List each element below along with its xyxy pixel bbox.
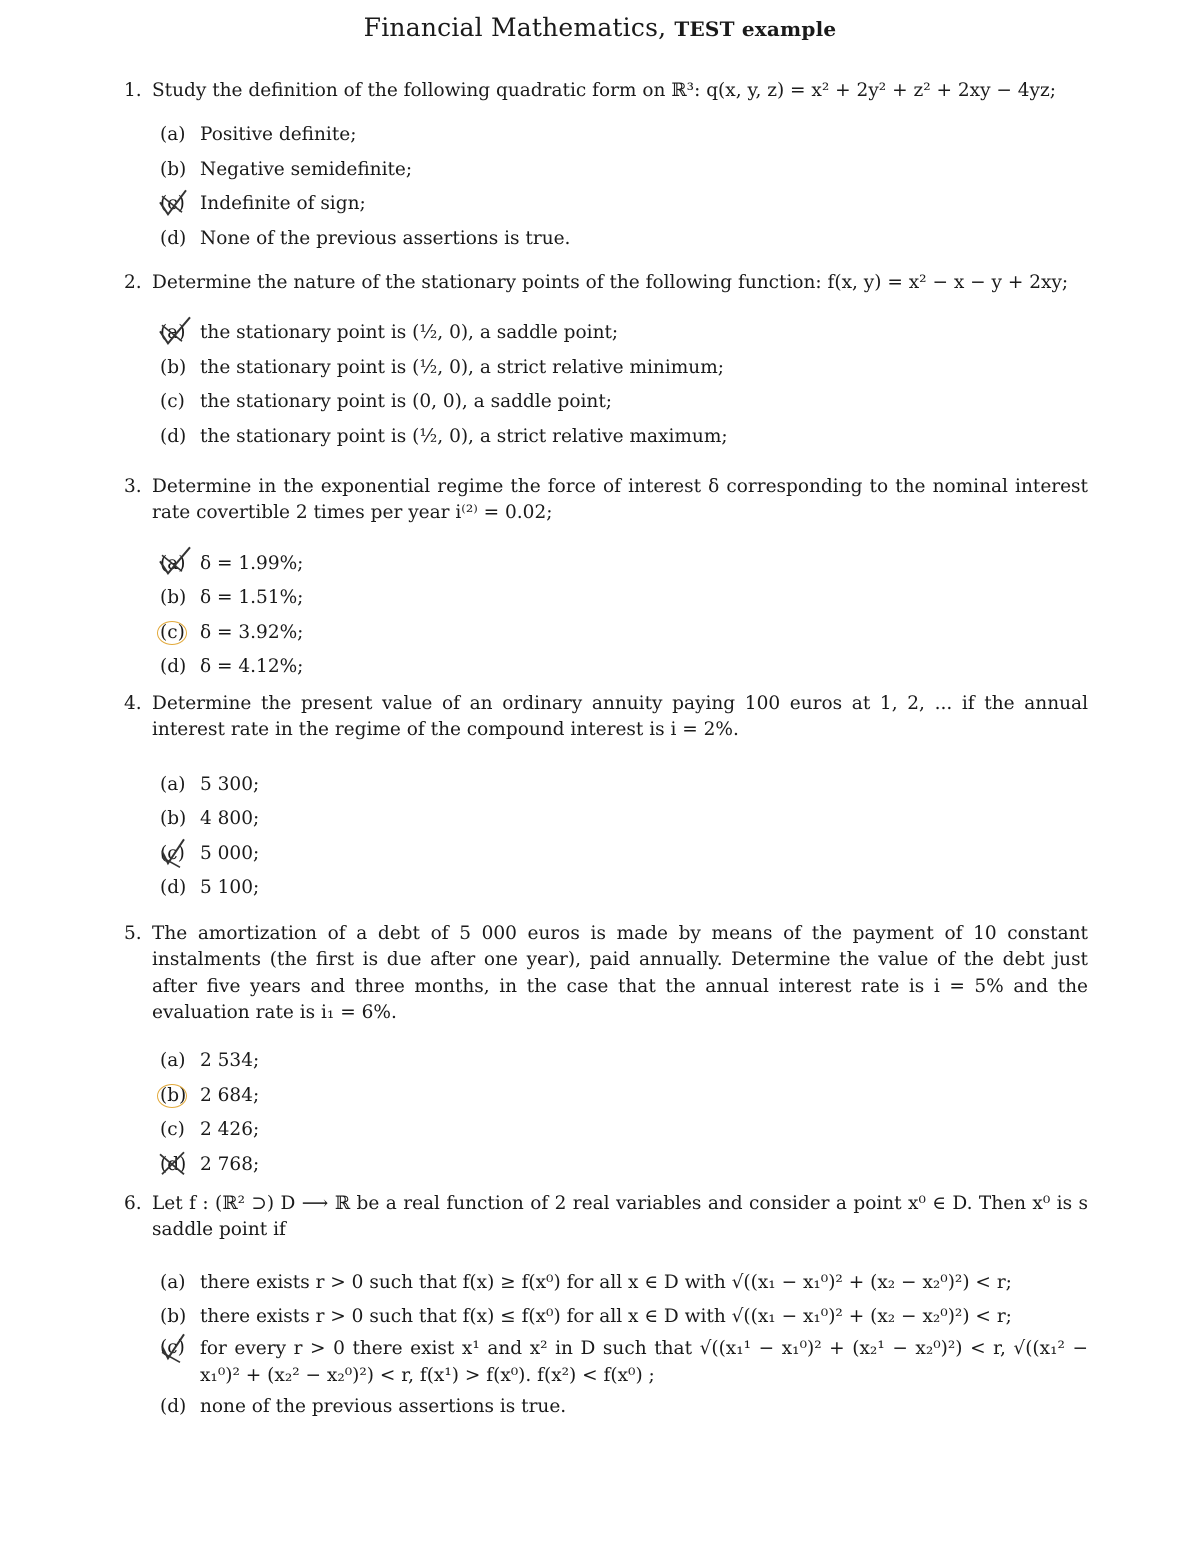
option-label: (c) [160, 841, 200, 867]
option-2b[interactable] [124, 351, 1088, 386]
option-label: (a) [160, 1271, 186, 1293]
option-label: (c) [160, 620, 200, 646]
option-6c[interactable] [124, 1335, 1088, 1391]
question-text: Determine the present value of an ordinary annuity paying 100 euros at 1, 2, ... if the annual interest rate in the regime of the compound interest is i = 2%. [152, 693, 1088, 741]
option-text: δ = 3.92%; [200, 621, 304, 643]
option-text: 5 300; [200, 773, 260, 795]
option-4d[interactable] [124, 871, 1088, 906]
option-label: (d) [160, 1152, 200, 1178]
option-text: the stationary point is (0, 0), a saddle point; [200, 391, 613, 413]
option-label: (a) [160, 551, 200, 577]
option-3d[interactable] [124, 650, 1088, 685]
option-text: the stationary point is (½, 0), a strict relative maximum; [200, 425, 728, 447]
option-text: 2 426; [200, 1119, 260, 1141]
option-text: δ = 1.99%; [200, 552, 304, 574]
question-number: 3. [124, 476, 142, 497]
question-number: 6. [124, 1193, 142, 1214]
option-label: (d) [160, 877, 187, 899]
option-text: none of the previous assertions is true. [200, 1396, 567, 1418]
option-2a[interactable] [124, 316, 1088, 351]
option-label: (b) [160, 808, 187, 830]
page-title [0, 10, 1200, 46]
option-text: Negative semidefinite; [200, 158, 413, 180]
option-3a[interactable] [124, 547, 1088, 582]
question-4 [124, 691, 1088, 906]
option-3c[interactable] [124, 616, 1088, 651]
option-6d[interactable] [124, 1390, 1088, 1425]
option-label: (c) [160, 1335, 200, 1361]
question-text: Study the definition of the following quadratic form on ℝ³: q(x, y, z) = x² + 2y² + z² + 2xy − 4yz; [152, 80, 1056, 101]
title-sub: TEST example [674, 17, 837, 41]
question-3 [124, 474, 1088, 685]
option-5d[interactable] [124, 1148, 1088, 1183]
option-label: (b) [160, 158, 187, 180]
option-text: the stationary point is (½, 0), a saddle point; [200, 322, 619, 344]
option-text: there exists r > 0 such that f(x) ≤ f(x⁰) for all x ∈ D with √((x₁ − x₁⁰)² + (x₂ − x₂⁰)²) < r; [200, 1306, 1012, 1328]
option-label: (d) [160, 656, 187, 678]
option-1d[interactable] [124, 222, 1088, 257]
question-5 [124, 921, 1088, 1182]
option-2d[interactable] [124, 420, 1088, 455]
option-6a[interactable] [124, 1266, 1088, 1301]
option-label: (a) [160, 1050, 186, 1072]
question-text: Determine in the exponential regime the force of interest δ corresponding to the nominal interest rate covertible 2 times per year i⁽²⁾ = 0.02; [152, 476, 1088, 524]
option-label: (c) [160, 391, 185, 413]
option-text: δ = 4.12%; [200, 656, 304, 678]
option-1b[interactable] [124, 153, 1088, 188]
option-label: (d) [160, 227, 187, 249]
option-label: (a) [160, 124, 186, 146]
option-4b[interactable] [124, 802, 1088, 837]
question-6 [124, 1191, 1088, 1425]
question-number: 4. [124, 693, 142, 714]
option-2c[interactable] [124, 385, 1088, 420]
option-text: the stationary point is (½, 0), a strict relative minimum; [200, 356, 724, 378]
option-text: 4 800; [200, 808, 260, 830]
option-label: (d) [160, 1396, 187, 1418]
option-text: for every r > 0 there exist x¹ and x² in D such that √((x₁¹ − x₁⁰)² + (x₂¹ − x₂⁰)²) < r, √((x₁² − x₁⁰)² + (x₂² − x₂⁰)²) < r, f(x¹) > f(x⁰). f(x²) < f(x⁰) ; [200, 1337, 1088, 1387]
option-label: (a) [160, 320, 200, 346]
question-1 [124, 78, 1088, 256]
option-3b[interactable] [124, 581, 1088, 616]
question-number: 2. [124, 272, 142, 293]
option-text: 2 534; [200, 1050, 260, 1072]
option-label: (b) [160, 1083, 200, 1109]
question-2 [124, 270, 1088, 454]
option-label: (c) [160, 1119, 185, 1141]
option-text: 2 768; [200, 1153, 260, 1175]
option-4c[interactable] [124, 837, 1088, 872]
option-text: Positive definite; [200, 124, 357, 146]
option-text: Indefinite of sign; [200, 193, 366, 215]
option-text: 2 684; [200, 1084, 260, 1106]
option-text: δ = 1.51%; [200, 587, 304, 609]
option-text: there exists r > 0 such that f(x) ≥ f(x⁰) for all x ∈ D with √((x₁ − x₁⁰)² + (x₂ − x₂⁰)²) < r; [200, 1271, 1012, 1293]
question-text: Determine the nature of the stationary points of the following function: f(x, y) = x² − x − y + 2xy; [152, 272, 1069, 293]
question-text: The amortization of a debt of 5 000 euros is made by means of the payment of 10 constant instalments (the first is due after one year), paid annually. Determine the value of the debt just after five years and three months, in the case that the annual interest rate is i = 5% and the evaluation rate is i₁ = 6%. [152, 923, 1088, 1023]
option-text: 5 000; [200, 842, 260, 864]
option-5c[interactable] [124, 1113, 1088, 1148]
question-number: 5. [124, 923, 142, 944]
option-label: (b) [160, 587, 187, 609]
option-label: (a) [160, 773, 186, 795]
option-label: (d) [160, 425, 187, 447]
option-text: None of the previous assertions is true. [200, 227, 571, 249]
title-main: Financial Mathematics, [363, 13, 667, 42]
option-4a[interactable] [124, 768, 1088, 803]
option-1c[interactable] [124, 187, 1088, 222]
option-label: (b) [160, 1306, 187, 1328]
option-text: 5 100; [200, 877, 260, 899]
option-6b[interactable] [124, 1300, 1088, 1335]
question-text: Let f : (ℝ² ⊃) D ⟶ ℝ be a real function of 2 real variables and consider a point x⁰ ∈ D. Then x⁰ is s saddle point if [152, 1193, 1088, 1241]
option-label: (c) [160, 191, 200, 217]
option-5a[interactable] [124, 1044, 1088, 1079]
option-5b[interactable] [124, 1079, 1088, 1114]
option-1a[interactable] [124, 118, 1088, 153]
question-number: 1. [124, 80, 142, 101]
option-label: (b) [160, 356, 187, 378]
